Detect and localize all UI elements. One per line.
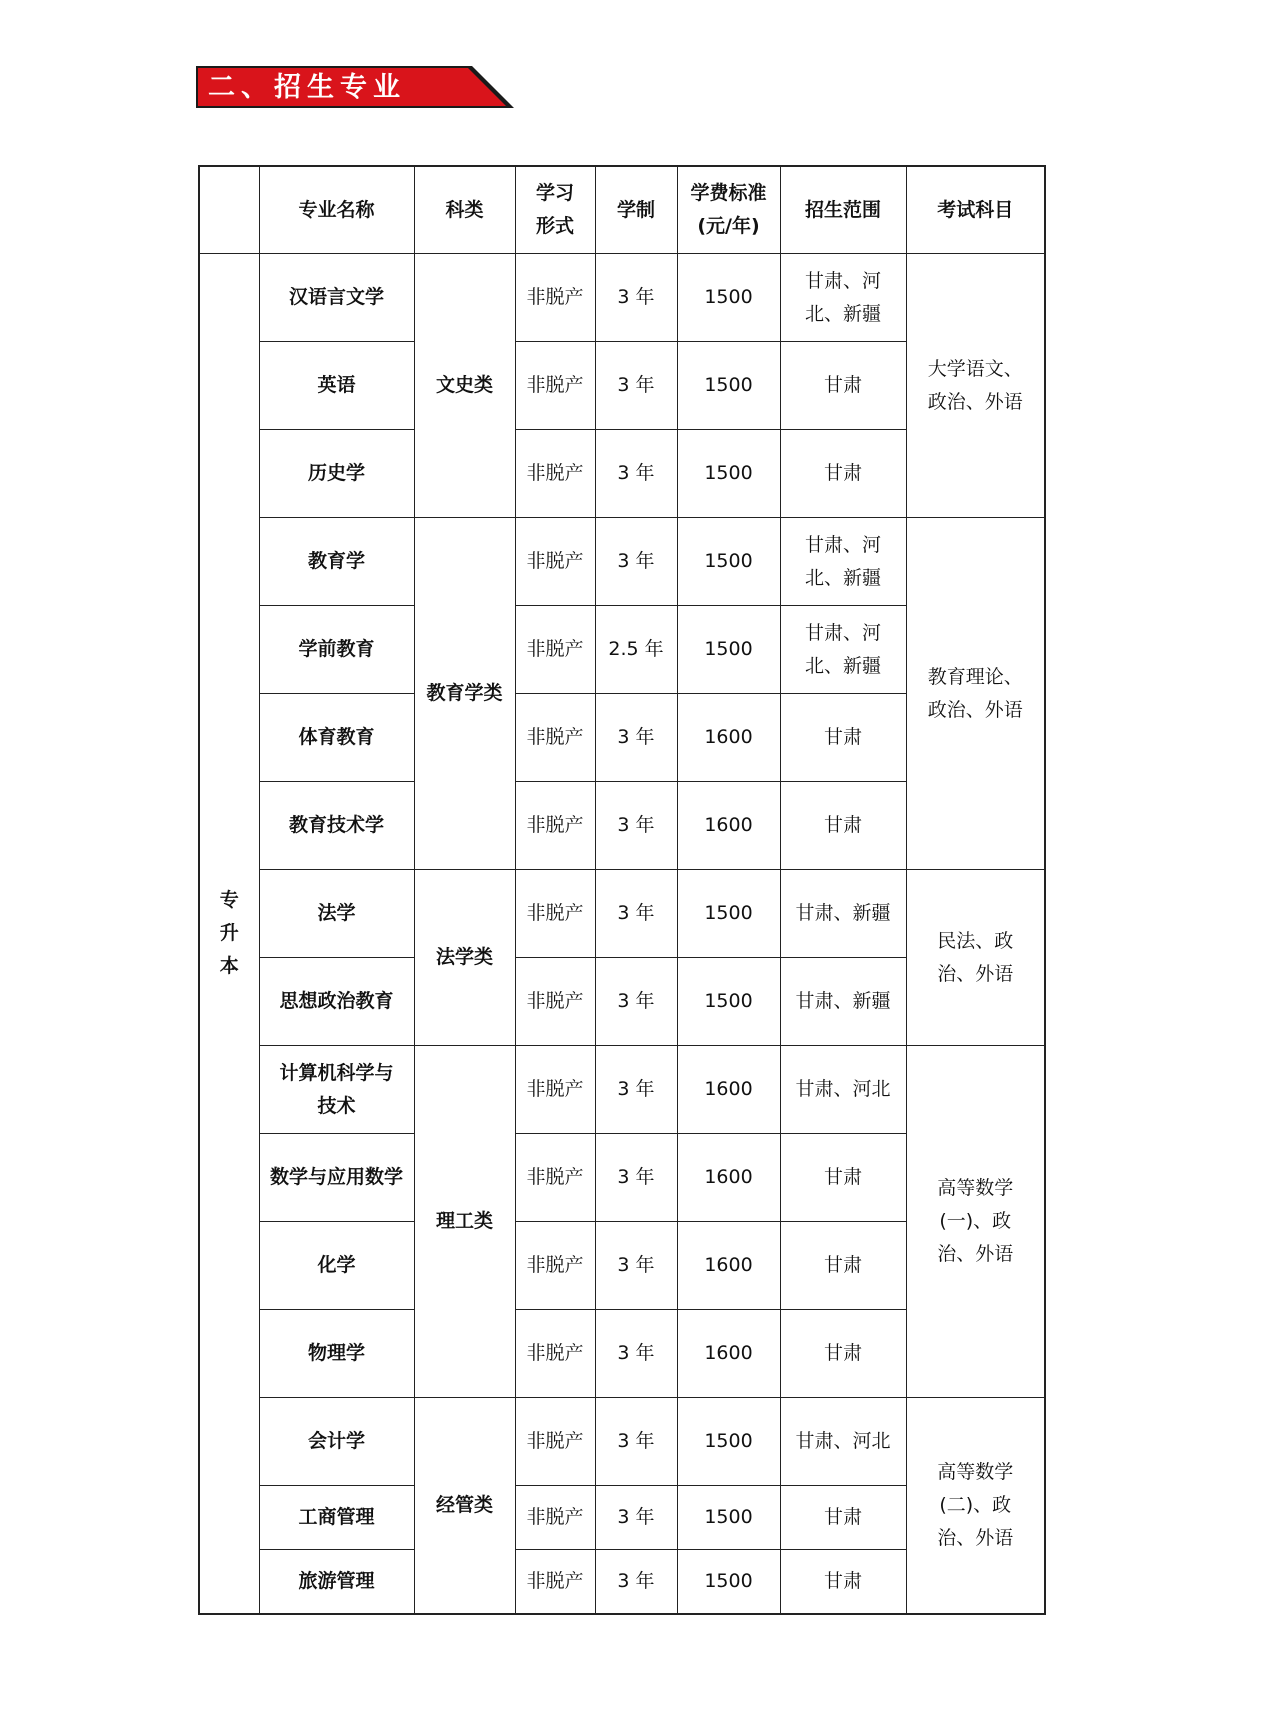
table-row: [199, 870, 1045, 958]
range-cell: [780, 254, 906, 342]
duration-cell: 3 年: [595, 870, 677, 958]
range-cell: 甘肃: [780, 342, 906, 430]
exam-cell: [906, 254, 1045, 518]
duration-cell: 3 年: [595, 694, 677, 782]
header-fee: [677, 166, 780, 254]
major-cell: 体育教育: [259, 694, 414, 782]
range-cell: 甘肃、河北: [780, 1398, 906, 1486]
range-text: 甘肃、河北、新疆: [804, 533, 881, 589]
major-cell: [259, 1046, 414, 1134]
form-cell: 非脱产: [515, 782, 595, 870]
exam-cell: [906, 1046, 1045, 1398]
range-cell: 甘肃: [780, 1310, 906, 1398]
header-duration: 学制: [595, 166, 677, 254]
range-cell: 甘肃、新疆: [780, 958, 906, 1046]
range-cell: 甘肃: [780, 430, 906, 518]
header-form-text: 学习形式: [535, 182, 574, 237]
header-category: 科类: [414, 166, 515, 254]
range-cell: 甘肃: [780, 1486, 906, 1550]
fee-cell: 1500: [677, 254, 780, 342]
form-cell: 非脱产: [515, 694, 595, 782]
header-range: 招生范围: [780, 166, 906, 254]
fee-cell: 1600: [677, 782, 780, 870]
header-fee-text: 学费标准(元/年): [690, 182, 767, 237]
form-cell: 非脱产: [515, 1550, 595, 1615]
major-cell: 会计学: [259, 1398, 414, 1486]
duration-cell: 3 年: [595, 1550, 677, 1615]
category-cell: 理工类: [414, 1046, 515, 1398]
exam-text: 大学语文、政治、外语: [927, 357, 1023, 413]
admissions-table: [198, 165, 1046, 1615]
fee-cell: 1500: [677, 1486, 780, 1550]
fee-cell: 1500: [677, 870, 780, 958]
category-cell: 经管类: [414, 1398, 515, 1615]
range-cell: [780, 606, 906, 694]
form-cell: 非脱产: [515, 606, 595, 694]
section-banner: [196, 66, 516, 110]
header-exam: 考试科目: [906, 166, 1045, 254]
range-cell: 甘肃、新疆: [780, 870, 906, 958]
range-cell: 甘肃: [780, 782, 906, 870]
exam-text: 高等数学(二)、政治、外语: [937, 1461, 1014, 1549]
duration-cell: 2.5 年: [595, 606, 677, 694]
duration-cell: 3 年: [595, 1486, 677, 1550]
fee-cell: 1500: [677, 958, 780, 1046]
header-form: [515, 166, 595, 254]
header-level: [199, 166, 259, 254]
exam-text: 民法、政治、外语: [937, 929, 1014, 985]
major-cell: 数学与应用数学: [259, 1134, 414, 1222]
table-row: [199, 1398, 1045, 1486]
fee-cell: 1600: [677, 1046, 780, 1134]
form-cell: 非脱产: [515, 1046, 595, 1134]
fee-cell: 1600: [677, 694, 780, 782]
exam-text: 高等数学(一)、政治、外语: [937, 1177, 1014, 1265]
fee-cell: 1600: [677, 1134, 780, 1222]
range-cell: 甘肃: [780, 1222, 906, 1310]
category-cell: 法学类: [414, 870, 515, 1046]
form-cell: 非脱产: [515, 1310, 595, 1398]
range-cell: 甘肃: [780, 1134, 906, 1222]
duration-cell: 3 年: [595, 1134, 677, 1222]
form-cell: 非脱产: [515, 1134, 595, 1222]
fee-cell: 1500: [677, 1398, 780, 1486]
range-text: 甘肃、河北、新疆: [804, 269, 881, 325]
major-text: 计算机科学与技术: [279, 1061, 394, 1117]
major-cell: 化学: [259, 1222, 414, 1310]
fee-cell: 1500: [677, 1550, 780, 1615]
category-cell: 文史类: [414, 254, 515, 518]
duration-cell: 3 年: [595, 1398, 677, 1486]
range-cell: [780, 518, 906, 606]
form-cell: 非脱产: [515, 1222, 595, 1310]
duration-cell: 3 年: [595, 342, 677, 430]
fee-cell: 1500: [677, 518, 780, 606]
fee-cell: 1600: [677, 1222, 780, 1310]
exam-cell: [906, 1398, 1045, 1615]
range-cell: 甘肃: [780, 694, 906, 782]
form-cell: 非脱产: [515, 1398, 595, 1486]
category-cell: 教育学类: [414, 518, 515, 870]
form-cell: 非脱产: [515, 1486, 595, 1550]
major-cell: 教育技术学: [259, 782, 414, 870]
section-title: 二、招生专业: [208, 72, 406, 103]
duration-cell: 3 年: [595, 1046, 677, 1134]
duration-cell: 3 年: [595, 1222, 677, 1310]
range-cell: 甘肃、河北: [780, 1046, 906, 1134]
table-row: [199, 518, 1045, 606]
major-cell: 工商管理: [259, 1486, 414, 1550]
exam-cell: [906, 870, 1045, 1046]
fee-cell: 1500: [677, 342, 780, 430]
major-cell: 汉语言文学: [259, 254, 414, 342]
major-cell: 法学: [259, 870, 414, 958]
fee-cell: 1600: [677, 1310, 780, 1398]
table-row: [199, 254, 1045, 342]
form-cell: 非脱产: [515, 254, 595, 342]
header-row: [199, 166, 1045, 254]
major-cell: 学前教育: [259, 606, 414, 694]
duration-cell: 3 年: [595, 782, 677, 870]
form-cell: 非脱产: [515, 342, 595, 430]
duration-cell: 3 年: [595, 254, 677, 342]
duration-cell: 3 年: [595, 1310, 677, 1398]
duration-cell: 3 年: [595, 518, 677, 606]
form-cell: 非脱产: [515, 518, 595, 606]
fee-cell: 1500: [677, 430, 780, 518]
duration-cell: 3 年: [595, 430, 677, 518]
form-cell: 非脱产: [515, 958, 595, 1046]
major-cell: 历史学: [259, 430, 414, 518]
level-cell: [199, 254, 259, 1615]
level-text: 专升本: [219, 889, 239, 977]
range-text: 甘肃、河北、新疆: [804, 621, 881, 677]
header-major: 专业名称: [259, 166, 414, 254]
form-cell: 非脱产: [515, 870, 595, 958]
duration-cell: 3 年: [595, 958, 677, 1046]
major-cell: 旅游管理: [259, 1550, 414, 1615]
major-cell: 英语: [259, 342, 414, 430]
table-row: [199, 1046, 1045, 1134]
range-cell: 甘肃: [780, 1550, 906, 1615]
fee-cell: 1500: [677, 606, 780, 694]
exam-text: 教育理论、政治、外语: [927, 665, 1023, 721]
major-cell: 思想政治教育: [259, 958, 414, 1046]
form-cell: 非脱产: [515, 430, 595, 518]
major-cell: 教育学: [259, 518, 414, 606]
exam-cell: [906, 518, 1045, 870]
major-cell: 物理学: [259, 1310, 414, 1398]
